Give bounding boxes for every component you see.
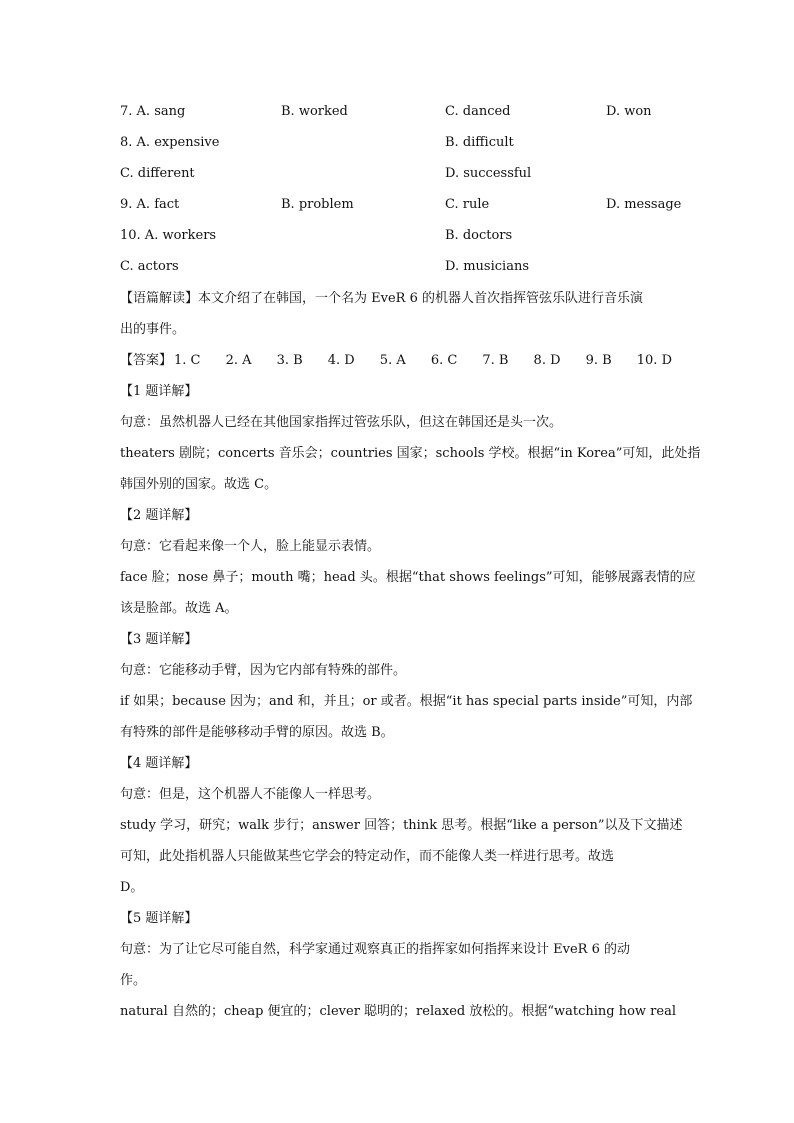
- paragraph-line: study 学习，研究；walk 步行；answer 回答；think 思考。根据“like a person”以及下文描述: [120, 818, 683, 833]
- answer-item: 6. C: [430, 353, 458, 368]
- option-text: C. rule: [445, 197, 490, 212]
- option-text: B. doctors: [445, 228, 513, 243]
- option-row: [120, 100, 680, 131]
- paragraph-line: natural 自然的；cheap 便宜的；clever 聪明的；relaxed 放松的。根据“watching how real: [120, 1004, 676, 1019]
- paragraph-line: theaters 剧院；concerts 音乐会；countries 国家；schools 学校。根据“in Korea”可知，此处指: [120, 446, 701, 461]
- option-text: C. actors: [120, 259, 179, 274]
- answer-item: 8. D: [533, 353, 561, 368]
- paragraph-line: 句意：为了让它尽可能自然，科学家通过观察真正的指挥家如何指挥来设计 EveR 6 的动: [120, 942, 630, 957]
- option-text: D. musicians: [445, 259, 529, 274]
- answer-item: 1. C: [174, 353, 201, 368]
- section-heading: 【2 题详解】: [120, 508, 198, 523]
- answer-item: 3. B: [276, 353, 303, 368]
- answer-key: [120, 348, 676, 379]
- option-row: [120, 224, 680, 255]
- answer-label: 【答案】: [120, 353, 173, 368]
- option-text: C. different: [120, 166, 195, 181]
- paragraph-line: if 如果；because 因为；and 和，并且；or 或者。根据“it has special parts inside”可知，内部: [120, 694, 693, 709]
- answer-list: [174, 348, 672, 374]
- paragraph-line: 句意：虽然机器人已经在其他国家指挥过管弦乐队，但这在韩国还是头一次。: [120, 415, 563, 430]
- option-row: [120, 131, 680, 162]
- answer-item: 10. D: [636, 353, 672, 368]
- paragraph-line: 韩国外别的国家。故选 C。: [120, 477, 278, 492]
- answer-item: 5. A: [379, 353, 406, 368]
- option-row: [120, 255, 680, 286]
- section-heading: 【5 题详解】: [120, 911, 198, 926]
- option-text: 7. A. sang: [120, 104, 186, 119]
- paragraph-line: 可知，此处指机器人只能做某些它学会的特定动作，而不能像人类一样进行思考。故选: [120, 849, 615, 864]
- intro-line: 出的事件。: [120, 322, 186, 337]
- paragraph-line: D。: [120, 880, 144, 895]
- paragraph-line: face 脸；nose 鼻子；mouth 嘴；head 头。根据“that shows feelings”可知，能够展露表情的应: [120, 570, 696, 585]
- option-text: D. message: [606, 197, 682, 212]
- option-row: [120, 193, 680, 224]
- paragraph-line: 该是脸部。故选 A。: [120, 601, 238, 616]
- options-block: [120, 100, 680, 286]
- option-text: B. worked: [281, 104, 348, 119]
- paragraph-line: 句意：它能移动手臂，因为它内部有特殊的部件。: [120, 663, 407, 678]
- answer-item: 7. B: [482, 353, 509, 368]
- section-heading: 【4 题详解】: [120, 756, 198, 771]
- option-text: C. danced: [445, 104, 511, 119]
- section-heading: 【3 题详解】: [120, 632, 198, 647]
- option-text: D. successful: [445, 166, 532, 181]
- explanation-block: [120, 286, 701, 1030]
- section-heading: 【1 题详解】: [120, 384, 198, 399]
- option-text: 8. A. expensive: [120, 135, 220, 150]
- intro-line: 【语篇解读】本文介绍了在韩国，一个名为 EveR 6 的机器人首次指挥管弦乐队进行音乐演: [120, 291, 643, 306]
- answer-item: 9. B: [585, 353, 612, 368]
- option-text: B. difficult: [445, 135, 514, 150]
- paragraph-line: 作。: [120, 973, 147, 988]
- option-row: [120, 162, 680, 193]
- paragraph-line: 有特殊的部件是能够移动手臂的原因。故选 B。: [120, 725, 394, 740]
- option-text: D. won: [606, 104, 652, 119]
- option-text: 9. A. fact: [120, 197, 180, 212]
- option-text: B. problem: [281, 197, 354, 212]
- answer-item: 4. D: [327, 353, 355, 368]
- paragraph-line: 句意：它看起来像一个人，脸上能显示表情。: [120, 539, 381, 554]
- answer-item: 2. A: [225, 353, 252, 368]
- paragraph-line: 句意：但是，这个机器人不能像人一样思考。: [120, 787, 381, 802]
- option-text: 10. A. workers: [120, 228, 217, 243]
